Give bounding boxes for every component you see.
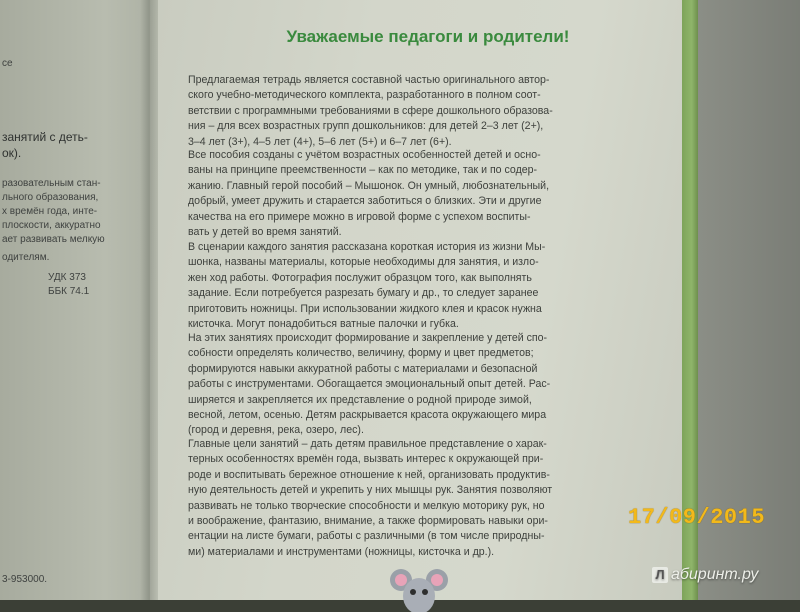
text-line: (город и деревня, река, озеро, лес). [188, 424, 364, 437]
text-line: качества на его примере можно в игровой форме с успехом воспиты- [188, 210, 531, 223]
left-text-line: ок). [2, 146, 22, 160]
left-text-line: льного образования, [2, 192, 99, 203]
text-line: приготовить ножницы. При использовании жидкого клея и красок нужна [188, 302, 542, 315]
text-line: собности определять количество, величину, форму и цвет предметов; [188, 347, 534, 360]
text-line: вать у детей во время занятий. [188, 226, 342, 239]
left-text-line: 3-953000. [2, 574, 48, 585]
text-line: добрый, умеет дружить и старается заботиться о близких. Эти и другие [188, 195, 542, 208]
left-text-line: х времён года, инте- [2, 206, 98, 217]
left-text-line: разовательным стан- [2, 178, 101, 189]
text-line: кисточка. Могут понадобиться ватные палочки и губка. [188, 318, 459, 331]
text-line: ентации на листе бумаги, работы с различными (в том числе природны- [188, 530, 545, 543]
text-line: ширяется и закрепляется их представление о родной природе зимой, [188, 393, 532, 406]
paragraph-4 [188, 331, 643, 439]
bbk-label: ББК 74.1 [48, 286, 90, 297]
labirint-logo-icon: Л [652, 567, 668, 583]
mouse-mascot-icon [389, 562, 449, 612]
paragraph-3 [188, 240, 643, 332]
left-text-line: се [2, 58, 13, 69]
text-line: ветствии с программными требованиями в сфере дошкольного образова- [188, 104, 553, 117]
left-text-line: плоскости, аккуратно [2, 220, 101, 231]
right-page [158, 0, 684, 600]
text-line: ского учебно-методического комплекта, разработанного в полном соот- [188, 89, 541, 102]
text-line: Предлагаемая тетрадь является составной частью оригинального автор- [188, 74, 550, 86]
paragraph-5 [188, 437, 643, 560]
paragraph-2 [188, 148, 643, 240]
text-line: ваны на принципе преемственности – как по методике, так и по содер- [188, 164, 538, 177]
text-line: шонка, названы материалы, которые необходимы для занятия, и изло- [188, 256, 539, 269]
text-line: работы с инструментами. Обогащается эмоциональный опыт детей. Рас- [188, 378, 551, 391]
text-line: ми) материалами и инструментами (ножницы, кисточка и др.). [188, 545, 495, 558]
text-line: жен ход работы. Фотография послужит образцом того, как выполнять [188, 271, 532, 284]
text-line: роде и воспитывать бережное отношение к ней, организовать продуктив- [188, 468, 550, 481]
text-line: и воображение, фантазию, внимание, а также формировать навыки ори- [188, 515, 548, 528]
paragraph-1 [188, 73, 643, 150]
text-line: Главные цели занятий – дать детям правильное представление о харак- [188, 438, 547, 450]
text-line: В сценарии каждого занятия рассказана короткая история из жизни Мы- [188, 241, 546, 253]
left-text-line: ает развивать мелкую [2, 234, 105, 245]
left-text-line: занятий с деть- [2, 130, 88, 144]
book-gutter [140, 0, 160, 600]
text-line: весной, летом, осенью. Детям раскрывается красота окружающего мира [188, 409, 547, 422]
page-title: Уважаемые педагоги и родители! [286, 27, 570, 46]
watermark [652, 566, 758, 584]
date-stamp: 17/09/2015 [628, 505, 766, 530]
text-line: ния – для всех возрастных групп дошкольников: для детей 2–3 лет (2+), [188, 120, 544, 133]
text-line: 3–4 лет (3+), 4–5 лет (4+), 5–6 лет (5+) и 6–7 лет (6+). [188, 135, 452, 148]
udk-label: УДК 373 [48, 272, 86, 283]
text-line: формируются навыки аккуратной работы с материалами и безопасной [188, 362, 538, 375]
left-page [0, 0, 150, 600]
left-text-line: одителям. [2, 252, 50, 263]
text-line: ную деятельность детей и укрепить у них мышцы рук. Занятия позволяют [188, 484, 553, 497]
text-line: терных особенностях времён года, вызвать интерес к окружающей при- [188, 453, 544, 466]
text-line: задание. Если потребуется разрезать бумагу и др., то следует заранее [188, 287, 539, 300]
text-line: На этих занятиях происходит формирование и закрепление у детей спо- [188, 332, 548, 344]
text-line: развивать не только творческие способности и мелкую моторику рук, но [188, 499, 545, 512]
text-line: Все пособия созданы с учётом возрастных особенностей детей и осно- [188, 149, 541, 161]
text-line: жанию. Главный герой пособий – Мышонок. Он умный, любознательный, [188, 179, 550, 192]
watermark-text: абиринт.ру [671, 566, 759, 583]
